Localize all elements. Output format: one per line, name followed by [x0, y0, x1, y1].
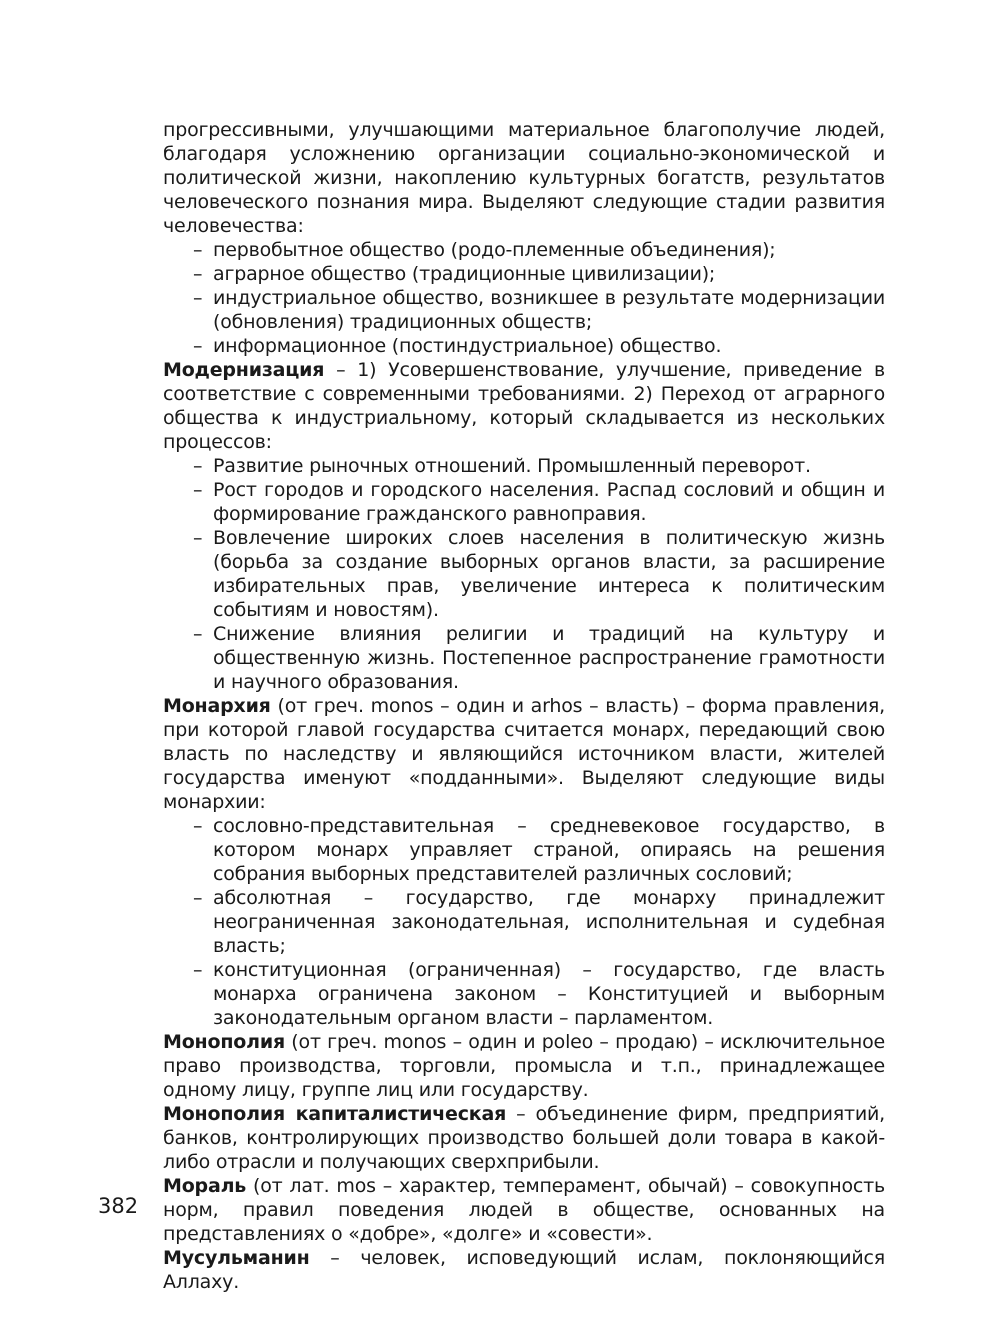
list-item: – Развитие рыночных отношений. Промышленный переворот. [163, 454, 885, 478]
list-item: – первобытное общество (родо-племенные объединения); [163, 238, 885, 262]
entry-term: Мусульманин [163, 1247, 310, 1269]
list-item: – информационное (постиндустриальное) общество. [163, 334, 885, 358]
page-number: 382 [98, 1194, 139, 1218]
list-item: – индустриальное общество, возникшее в результате модернизации (обновления) традиционных обществ; [163, 286, 885, 334]
text-column [163, 118, 885, 1294]
list-item: – Вовлечение широких слоев населения в политическую жизнь (борьба за создание выборных органов власти, за расширение избирательных прав, увеличение интереса к политическим событиям и новостям). [163, 526, 885, 622]
entry-term: Мораль [163, 1175, 247, 1197]
entry-term: Монополия [163, 1031, 285, 1053]
entry-monopoly [163, 1030, 885, 1102]
entry-term: Монархия [163, 695, 271, 717]
entry-definition: – 1) Усовершенствование, улучшение, приведение в соответствие с современными требованиями. 2) Переход от аграрного общества к индустриальному, который складывается из нескольких процессов: [163, 359, 885, 453]
entry-monarchy [163, 694, 885, 814]
list-item: – сословно-представительная – средневековое государство, в котором монарх управляет страной, опираясь на решения собрания выборных представителей различных сословий; [163, 814, 885, 886]
entry-capitalist-monopoly [163, 1102, 885, 1174]
list-item: – абсолютная – государство, где монарху принадлежит неограниченная законодательная, исполнительная и судебная власть; [163, 886, 885, 958]
entry-definition: (от греч. monos – один и arhos – власть) – форма правления, при которой главой государства считается монарх, передающий свою власть по наследству и являющийся источником власти, жителей государства именуют «подданными». Выделяют следующие виды монархии: [163, 695, 885, 813]
development-stages-list [163, 238, 885, 358]
entry-definition: – человек, исповедующий ислам, поклоняющийся Аллаху. [163, 1247, 885, 1293]
list-item: – Снижение влияния религии и традиций на культуру и общественную жизнь. Постепенное распространение грамотности и научного образования. [163, 622, 885, 694]
list-item: – аграрное общество (традиционные цивилизации); [163, 262, 885, 286]
entry-definition: (от греч. monos – один и poleo – продаю) – исключительное право производства, торговли, промысла и т.п., принадлежащее одному лицу, группе лиц или государству. [163, 1031, 885, 1101]
entry-definition: (от лат. mos – характер, темперамент, обычай) – совокупность норм, правил поведения людей в обществе, основанных на представлениях о «добре», «долге» и «совести». [163, 1175, 885, 1245]
entry-morality [163, 1174, 885, 1246]
entry-term: Модернизация [163, 359, 325, 381]
entry-term: Монополия капиталистическая [163, 1103, 507, 1125]
modernization-processes-list [163, 454, 885, 694]
list-item: – Рост городов и городского населения. Распад сословий и общин и формирование гражданского равноправия. [163, 478, 885, 526]
entry-muslim [163, 1246, 885, 1294]
monarchy-types-list [163, 814, 885, 1030]
list-item: – конституционная (ограниченная) – государство, где власть монарха ограничена законом – Конституцией и выборным законодательным органом власти – парламентом. [163, 958, 885, 1030]
intro-paragraph: прогрессивными, улучшающими материальное благополучие людей, благодаря усложнению организации социально-экономической и политической жизни, накоплению культурных богатств, результатов человеческого познания мира. Выделяют следующие стадии развития человечества: [163, 119, 885, 237]
entry-definition: – объединение фирм, предприятий, банков, контролирующих производство большей доли товара в какой-либо отрасли и получающих сверхприбыли. [163, 1103, 885, 1173]
entry-modernization [163, 358, 885, 454]
